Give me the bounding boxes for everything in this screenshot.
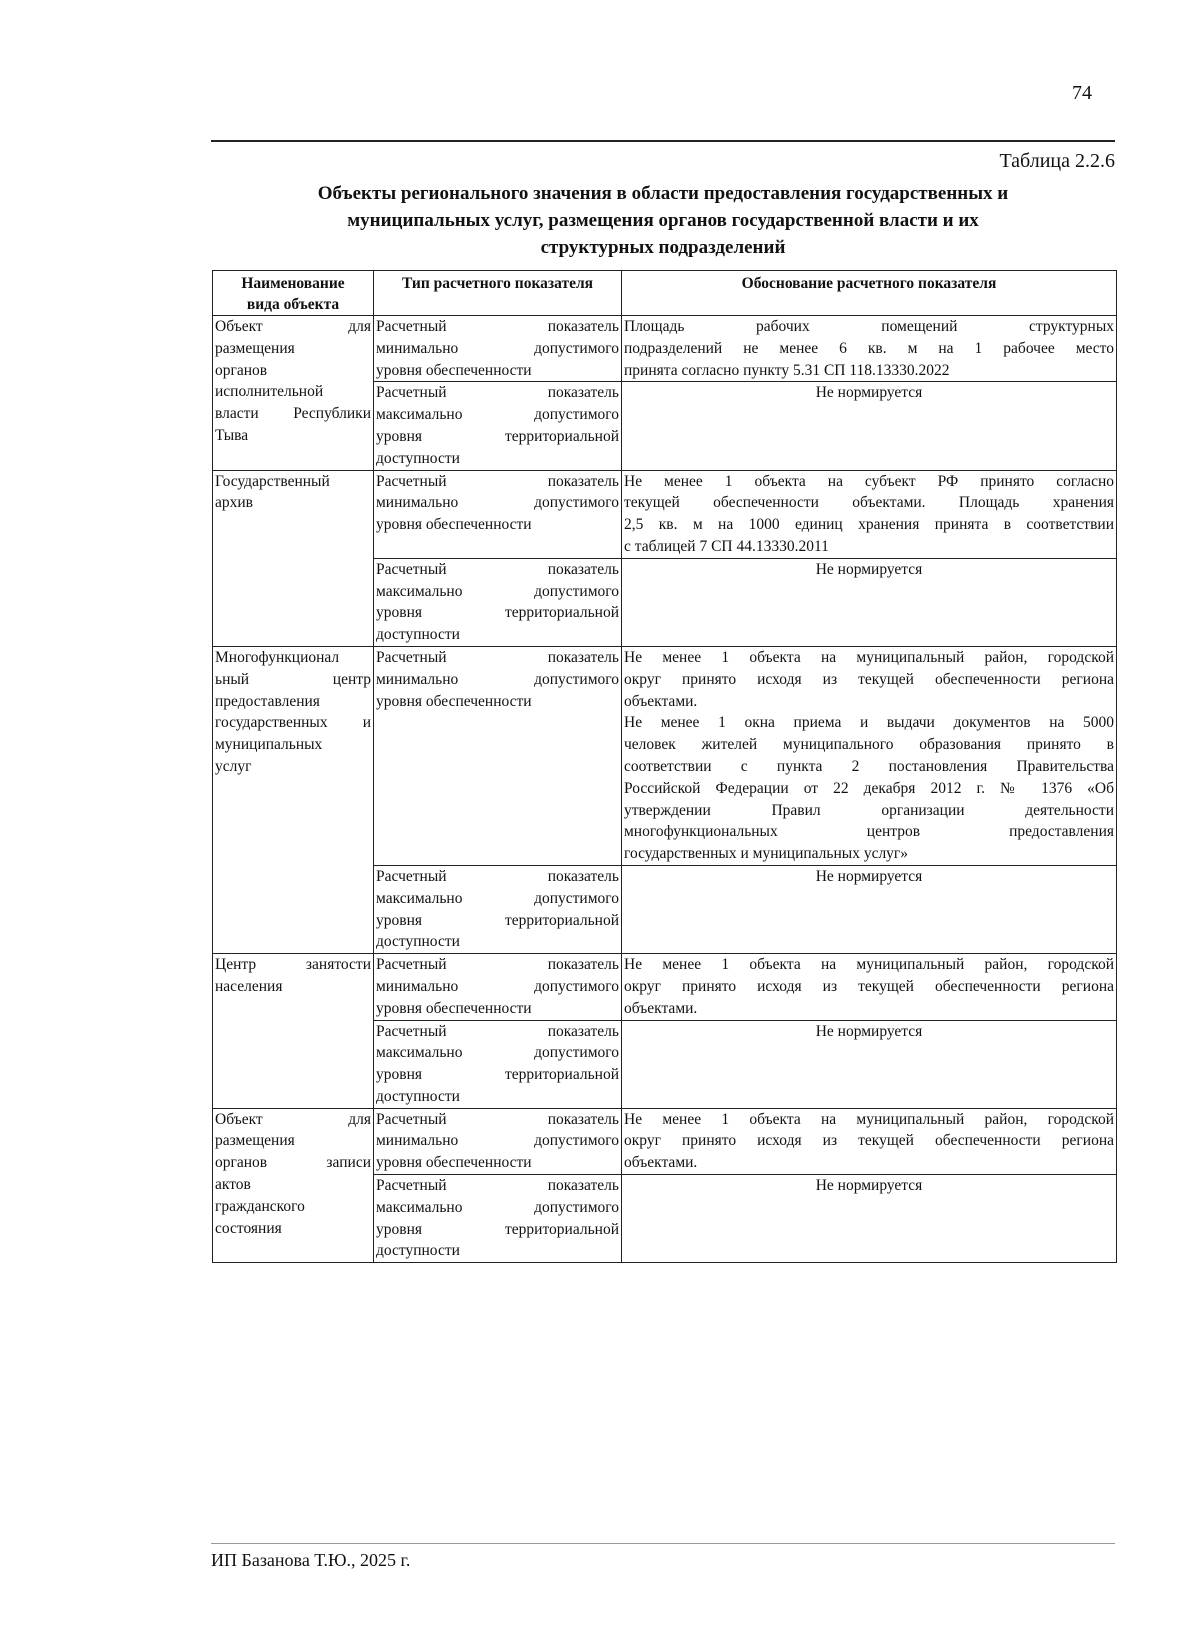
object-name-cell <box>213 1108 374 1263</box>
text-line: органов записи <box>215 1154 371 1172</box>
text-line: Объект для <box>215 1110 371 1128</box>
table-row <box>213 316 1117 382</box>
text-line: Расчетный показатель <box>376 560 619 578</box>
text-line: Расчетный показатель <box>376 318 619 335</box>
text-line: уровня территориальной <box>376 911 619 929</box>
text-line: Не менее 1 объекта на муниципальный район, городской <box>624 1110 1114 1128</box>
not-normed-cell: Не нормируется <box>622 1020 1117 1108</box>
table-row <box>213 1108 1117 1174</box>
text-line: услуг <box>215 757 252 775</box>
text-line: доступности <box>376 626 460 644</box>
text-line: максимально допустимого <box>376 582 619 600</box>
object-name-cell <box>213 470 374 646</box>
indicator-basis <box>622 316 1117 382</box>
text-line: власти Республики <box>215 405 371 423</box>
text-line: утверждении Правил организации деятельности <box>624 801 1114 819</box>
text-line: максимально допустимого <box>376 406 619 424</box>
table-title-line: муниципальных услуг, размещения органов государственной власти и их <box>347 210 979 231</box>
text-line: уровня территориальной <box>376 427 619 445</box>
text-line: уровня обеспеченности <box>376 361 532 379</box>
table-title <box>211 180 1115 261</box>
text-line: размещения <box>215 1132 295 1150</box>
text-line: архив <box>215 494 253 512</box>
table-label: Таблица 2.2.6 <box>999 150 1115 172</box>
table-header-row <box>213 271 1117 316</box>
text-line: уровня территориальной <box>376 1220 619 1238</box>
text-line: 2,5 кв. м на 1000 единиц хранения принята в соответствии <box>624 516 1114 534</box>
text-line: объектами. <box>624 692 698 710</box>
text-line: округ принято исходя из текущей обеспеченности региона <box>624 670 1114 688</box>
indicator-type-min <box>374 646 622 865</box>
objects-table <box>212 270 1117 1263</box>
object-name-cell <box>213 954 374 1109</box>
text-line: Государственный <box>215 472 330 490</box>
text-line: Не менее 1 окна приема и выдачи документов на 5000 <box>624 714 1114 732</box>
header-rule <box>211 140 1115 142</box>
text-line: принята согласно пункту 5.31 СП 118.13330.2022 <box>624 361 950 379</box>
text-line: предоставления <box>215 692 320 710</box>
text-line: уровня территориальной <box>376 1066 619 1084</box>
text-line: муниципальных <box>215 736 323 754</box>
indicator-basis <box>622 1108 1117 1174</box>
indicator-basis <box>622 470 1117 558</box>
text-line: максимально допустимого <box>376 889 619 907</box>
text-line: округ принято исходя из текущей обеспеченности региона <box>624 977 1114 995</box>
indicator-basis <box>622 646 1117 865</box>
text-line: доступности <box>376 933 460 951</box>
object-name-cell <box>213 646 374 953</box>
text-line: Объект для <box>215 318 371 335</box>
text-line: минимально допустимого <box>376 339 619 357</box>
text-line: уровня обеспеченности <box>376 999 532 1017</box>
text-line: уровня территориальной <box>376 604 619 622</box>
text-line: государственных и <box>215 714 371 732</box>
text-line: доступности <box>376 1242 460 1260</box>
table-title-line: структурных подразделений <box>540 237 786 258</box>
text-line: Расчетный показатель <box>376 648 619 666</box>
text-line: Расчетный показатель <box>376 956 619 974</box>
indicator-type-max <box>374 865 622 953</box>
text-line: исполнительной <box>215 383 324 401</box>
indicator-type-min <box>374 954 622 1020</box>
text-line: Расчетный показатель <box>376 867 619 885</box>
indicator-type-max <box>374 558 622 646</box>
text-line: населения <box>215 977 283 995</box>
header-object-type <box>213 271 374 316</box>
indicator-type-max <box>374 382 622 470</box>
footer-author: ИП Базанова Т.Ю., 2025 г. <box>211 1550 411 1570</box>
text-line: Не менее 1 объекта на муниципальный район, городской <box>624 648 1114 666</box>
indicator-type-min <box>374 1108 622 1174</box>
text-line: текущей обеспеченности объектами. Площадь хранения <box>624 494 1114 512</box>
text-line: Площадь рабочих помещений структурных <box>624 318 1114 335</box>
text-line: органов <box>215 361 268 379</box>
text-line: Не менее 1 объекта на муниципальный район, городской <box>624 956 1114 974</box>
text-line: государственных и муниципальных услуг» <box>624 845 909 863</box>
indicator-type-max <box>374 1020 622 1108</box>
table-row <box>213 470 1117 558</box>
text-line: объектами. <box>624 999 698 1017</box>
text-line: минимально допустимого <box>376 1132 619 1150</box>
text-line: уровня обеспеченности <box>376 1154 532 1172</box>
header-line: Наименование <box>241 275 345 292</box>
text-line: человек жителей муниципального образования принято в <box>624 736 1114 754</box>
text-line: соответствии с пункта 2 постановления Правительства <box>624 757 1114 775</box>
not-normed-cell: Не нормируется <box>622 382 1117 470</box>
object-name-cell <box>213 316 374 471</box>
text-line: Расчетный показатель <box>376 1022 619 1040</box>
text-line: Расчетный показатель <box>376 384 619 402</box>
text-line: округ принято исходя из текущей обеспеченности региона <box>624 1132 1114 1150</box>
header-indicator-type: Тип расчетного показателя <box>374 271 622 316</box>
text-line: ьный центр <box>215 670 371 688</box>
text-line: Расчетный показатель <box>376 1110 619 1128</box>
text-line: минимально допустимого <box>376 494 619 512</box>
text-line: минимально допустимого <box>376 977 619 995</box>
text-line: многофункциональных центров предоставления <box>624 823 1114 841</box>
text-line: максимально допустимого <box>376 1198 619 1216</box>
text-line: Не менее 1 объекта на субъект РФ принято согласно <box>624 472 1114 490</box>
not-normed-cell: Не нормируется <box>622 1175 1117 1263</box>
table-title-line: Объекты регионального значения в области предоставления государственных и <box>317 183 1009 204</box>
text-line: Многофункционал <box>215 648 340 666</box>
text-line: гражданского <box>215 1197 305 1215</box>
indicator-type-min <box>374 470 622 558</box>
page-number: 74 <box>1072 82 1092 104</box>
text-line: доступности <box>376 449 460 467</box>
text-line: размещения <box>215 339 295 357</box>
text-line: минимально допустимого <box>376 670 619 688</box>
not-normed-cell: Не нормируется <box>622 558 1117 646</box>
text-line: уровня обеспеченности <box>376 692 532 710</box>
text-line: состояния <box>215 1219 282 1237</box>
header-line: вида объекта <box>246 296 340 313</box>
indicator-basis <box>622 954 1117 1020</box>
text-line: актов <box>215 1176 251 1194</box>
text-line: Расчетный показатель <box>376 472 619 490</box>
text-line: Расчетный показатель <box>376 1177 619 1195</box>
table-row <box>213 646 1117 865</box>
text-line: максимально допустимого <box>376 1044 619 1062</box>
indicator-type-min <box>374 316 622 382</box>
footer-rule <box>211 1543 1115 1544</box>
indicator-type-max <box>374 1175 622 1263</box>
text-line: подразделений не менее 6 кв. м на 1 рабочее место <box>624 339 1114 357</box>
text-line: объектами. <box>624 1154 698 1172</box>
text-line: с таблицей 7 СП 44.13330.2011 <box>624 537 829 555</box>
text-line: Центр занятости <box>215 956 371 974</box>
not-normed-cell: Не нормируется <box>622 865 1117 953</box>
text-line: доступности <box>376 1087 460 1105</box>
text-line: Тыва <box>215 426 249 444</box>
text-line: Российской Федерации от 22 декабря 2012 г. № 1376 «Об <box>624 779 1114 797</box>
table-row <box>213 954 1117 1020</box>
header-indicator-basis: Обоснование расчетного показателя <box>622 271 1117 316</box>
text-line: уровня обеспеченности <box>376 516 532 534</box>
